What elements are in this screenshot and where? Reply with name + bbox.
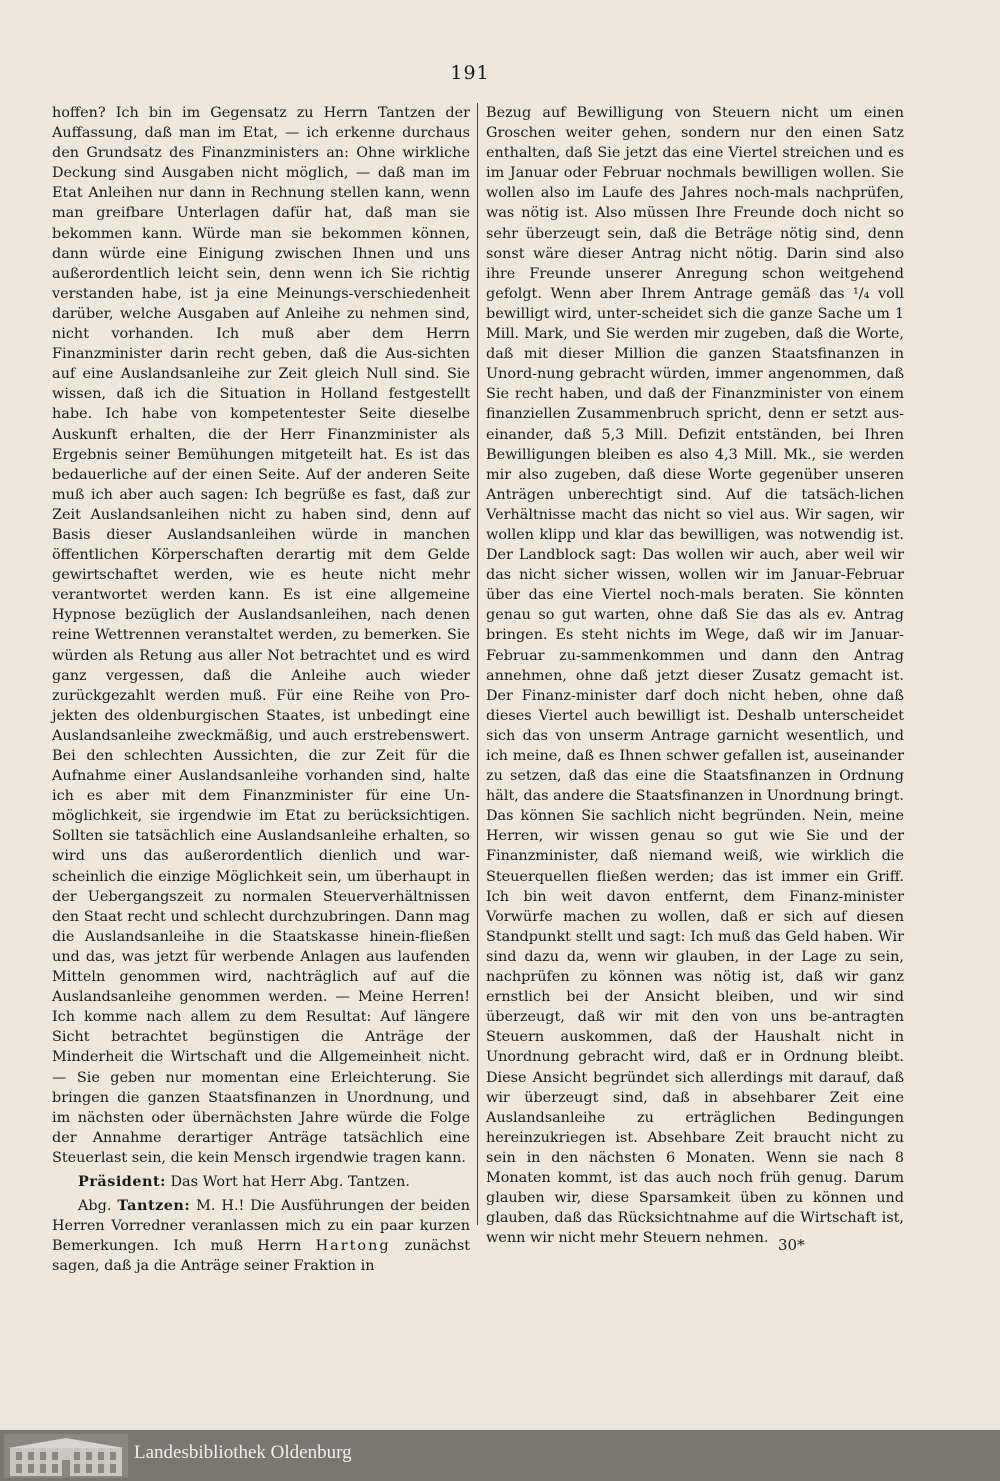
left-column <box>52 103 470 1276</box>
speaker-tantzen: Tantzen: <box>117 1197 191 1215</box>
tantzen-text-b: zunächst sagen, daß ja die Anträge seiner Fraktion in <box>52 1238 470 1275</box>
footer-bar <box>0 1430 1000 1481</box>
speaker-prefix: Abg. <box>78 1198 118 1215</box>
speaker-president: Präsident: <box>78 1172 166 1190</box>
president-statement: Das Wort hat Herr Abg. Tantzen. <box>165 1173 410 1190</box>
left-paragraph-2 <box>52 1172 470 1192</box>
footer-label: Landesbibliothek Oldenburg <box>134 1442 352 1463</box>
name-hartong: Hartong <box>315 1238 391 1255</box>
library-building-icon <box>4 1434 128 1478</box>
sheet-signature: 30* <box>778 1236 805 1254</box>
right-paragraph-1: Bezug auf Bewilligung von Steuern nicht um einen Groschen weiter gehen, sondern nur den einen Satz enthalten, daß Sie jetzt das eine Viertel streichen und es im Januar oder Februar nochmals bewilligen wollen. Sie wollen also im Laufe des Jahres noch-mals nachprüfen, was nötig ist. Also müssen Ihre Freunde doch nicht so sehr überzeugt sein, daß die Beträge nötig sind, denn sonst wäre dieser Antrag nicht nötig. Darin sind also ihre Freunde unserer Anregung schon weitgehend gefolgt. Wenn aber Ihrem Antrage gemäß das ¹/₄ voll bewilligt wird, unter-scheidet sich die ganze Sache um 1 Mill. Mark, und Sie werden mir zugeben, daß die Worte, daß mit dieser Million die ganzen Staatsfinanzen in Unord-nung gebracht würden, immer angenommen, daß Sie recht haben, und daß der Finanzminister von einem finanziellen Zusammenbruch spricht, denn er setzt aus-einander, daß 5,3 Mill. Defizit entständen, bei Ihren Bewilligungen bleiben es also 4,3 Mill. Mk., sie werden mir also zugeben, daß diese Worte gegenüber unseren Anträgen unberechtigt sind. Auf die tatsäch-lichen Verhältnisse macht das nicht so viel aus. Wir sagen, wir wollen klipp und klar das bewilligen, was notwendig ist. Der Landblock sagt: Das wollen wir auch, aber weil wir das nicht sicher wissen, wollen wir im Januar-Februar über das eine Viertel noch-mals beraten. Sie könnten genau so gut warten, ohne daß Sie das als ev. Antrag bringen. Es steht nichts im Wege, daß wir im Januar-Februar zu-sammenkommen und dann den Antrag annehmen, ohne daß jetzt dieser Zusatz gemacht ist. Der Finanz-minister darf doch nicht heben, ohne daß dieses Viertel auch bewilligt ist. Deshalb unterscheidet sich das von unserm Antrage garnicht wesentlich, und ich meine, daß es Ihnen schwer gefallen ist, auseinander zu setzen, daß das eine die Staatsfinanzen in Ordnung hält, das andere die Staatsfinanzen in Unordnung bringt. Das können Sie sachlich nicht begründen. Nein, meine Herren, wir wissen genau so gut wie Sie und der Finanzminister, daß niemand weiß, wie wirklich die Steuerquellen fließen werden; das ist immer ein Griff. Ich bin weit davon entfernt, dem Finanz-minister Vorwürfe machen zu wollen, daß er sich auf diesen Standpunkt stellt und sagt: Ich muß das Geld haben. Wir sind dazu da, wenn wir glauben, in der Lage zu sein, nachprüfen zu können was nötig ist, daß wir ganz ernstlich bei der Ansicht bleiben, und wir sind überzeugt, daß wir mit den von uns be-antragten Steuern auskommen, daß der Haushalt nicht in Unordnung gebracht wird, daß er in Ordnung bleibt. Diese Ansicht begründet sich allerdings mit darauf, daß wir überzeugt sind, daß in absehbarer Zeit eine Auslandsanleihe zu erträglichen Bedingungen hereinzukriegen ist. Absehbare Zeit braucht nicht zu sein in den nächsten 6 Monaten. Wenn sie nach 8 Monaten kommt, ist das auch noch früh genug. Darum glauben wir, diese Sparsamkeit üben zu können und glauben, daß das Rücksichtnahme auf die Wirtschaft ist, wenn wir nicht mehr Steuern nehmen. <box>486 105 904 1247</box>
page-number: 191 <box>450 62 490 84</box>
right-column <box>486 103 904 1248</box>
left-paragraph-1: hoffen? Ich bin im Gegensatz zu Herrn Tantzen der Auffassung, daß man im Etat, — ich erkenne durchaus den Grundsatz des Finanzministers an: Ohne wirkliche Deckung sind Ausgaben nicht möglich, — daß man im Etat Anleihen nur dann in Rechnung stellen kann, wenn man greifbare Unterlagen dafür hat, daß man sie bekommen kann. Würde man sie bekommen können, dann würde eine Einigung zwischen Ihnen und uns außerordentlich leicht sein, denn wenn ich Sie richtig verstanden habe, ist ja eine Meinungs-verschiedenheit darüber, welche Ausgaben auf Anleihe zu nehmen sind, nicht vorhanden. Ich muß aber dem Herrn Finanzminister darin recht geben, daß die Aus-sichten auf eine Auslandsanleihe zur Zeit gleich Null sind. Sie wissen, daß ich die Situation in Holland festgestellt habe. Ich habe von kompetentester Seite dieselbe Auskunft erhalten, die der Herr Finanzminister als Ergebnis seiner Bemühungen mitgeteilt hat. Es ist das bedauerliche auf der einen Seite. Auf der anderen Seite muß ich aber auch sagen: Ich begrüße es fast, daß zur Zeit Auslandsanleihen nicht zu haben sind, denn auf Basis dieser Auslandsanleihen würde in manchen öffentlichen Körperschaften derartig mit dem Gelde gewirtschaftet werden, wie es heute nicht mehr verantwortet werden kann. Es ist eine allgemeine Hypnose bezüglich der Auslandsanleihen, nach denen reine Wettrennen veranstaltet werden, zu bemerken. Sie würden als Retung aus aller Not betrachtet und es wird ganz vergessen, daß die Anleihe auch wieder zurückgezahlt werden muß. Für eine Reihe von Pro-jekten des oldenburgischen Staates, ist unbedingt eine Auslandsanleihe zweckmäßig, und auch erstrebenswert. Bei den schlechten Aussichten, die zur Zeit für die Aufnahme einer Auslandsanleihe vorhanden sind, halte ich es aber mit dem Finanzminister für eine Un-möglichkeit, sie irgendwie im Etat zu berücksichtigen. Sollten sie tatsächlich eine Auslandsanleihe erhalten, so wird uns das außerordentlich dienlich und war-scheinlich die einzige Möglichkeit sein, um überhaupt in der Uebergangszeit zu normalen Steuerverhältnissen den Staat recht und schlecht durchzubringen. Dann mag die Auslandsanleihe in die Staatskasse hinein-fließen und das, was jetzt für werbende Anlagen aus laufenden Mitteln genommen wird, nachträglich auf auf die Auslandsanleihe genommen werden. — Meine Herren! Ich komme nach allem zu dem Resultat: Auf längere Sicht betrachtet begünstigen die Anträge der Minderheit die Wirtschaft und die Allgemeinheit nicht. — Sie geben nur momentan eine Erleichterung. Sie bringen die ganzen Staatsfinanzen in Unordnung, und im nächsten oder übernächsten Jahre würde die Folge der Annahme derartiger Anträge tatsächlich eine Steuerlast sein, die kein Mensch irgendwie tragen kann. <box>52 105 470 1166</box>
tantzen-text-a: M. H.! Die Ausführungen der beiden Herren Vorredner veranlassen mich zu ein paar kurzen Bemerkungen. Ich muß Herrn <box>52 1198 471 1255</box>
column-divider <box>477 103 478 1225</box>
left-paragraph-3 <box>52 1196 470 1276</box>
